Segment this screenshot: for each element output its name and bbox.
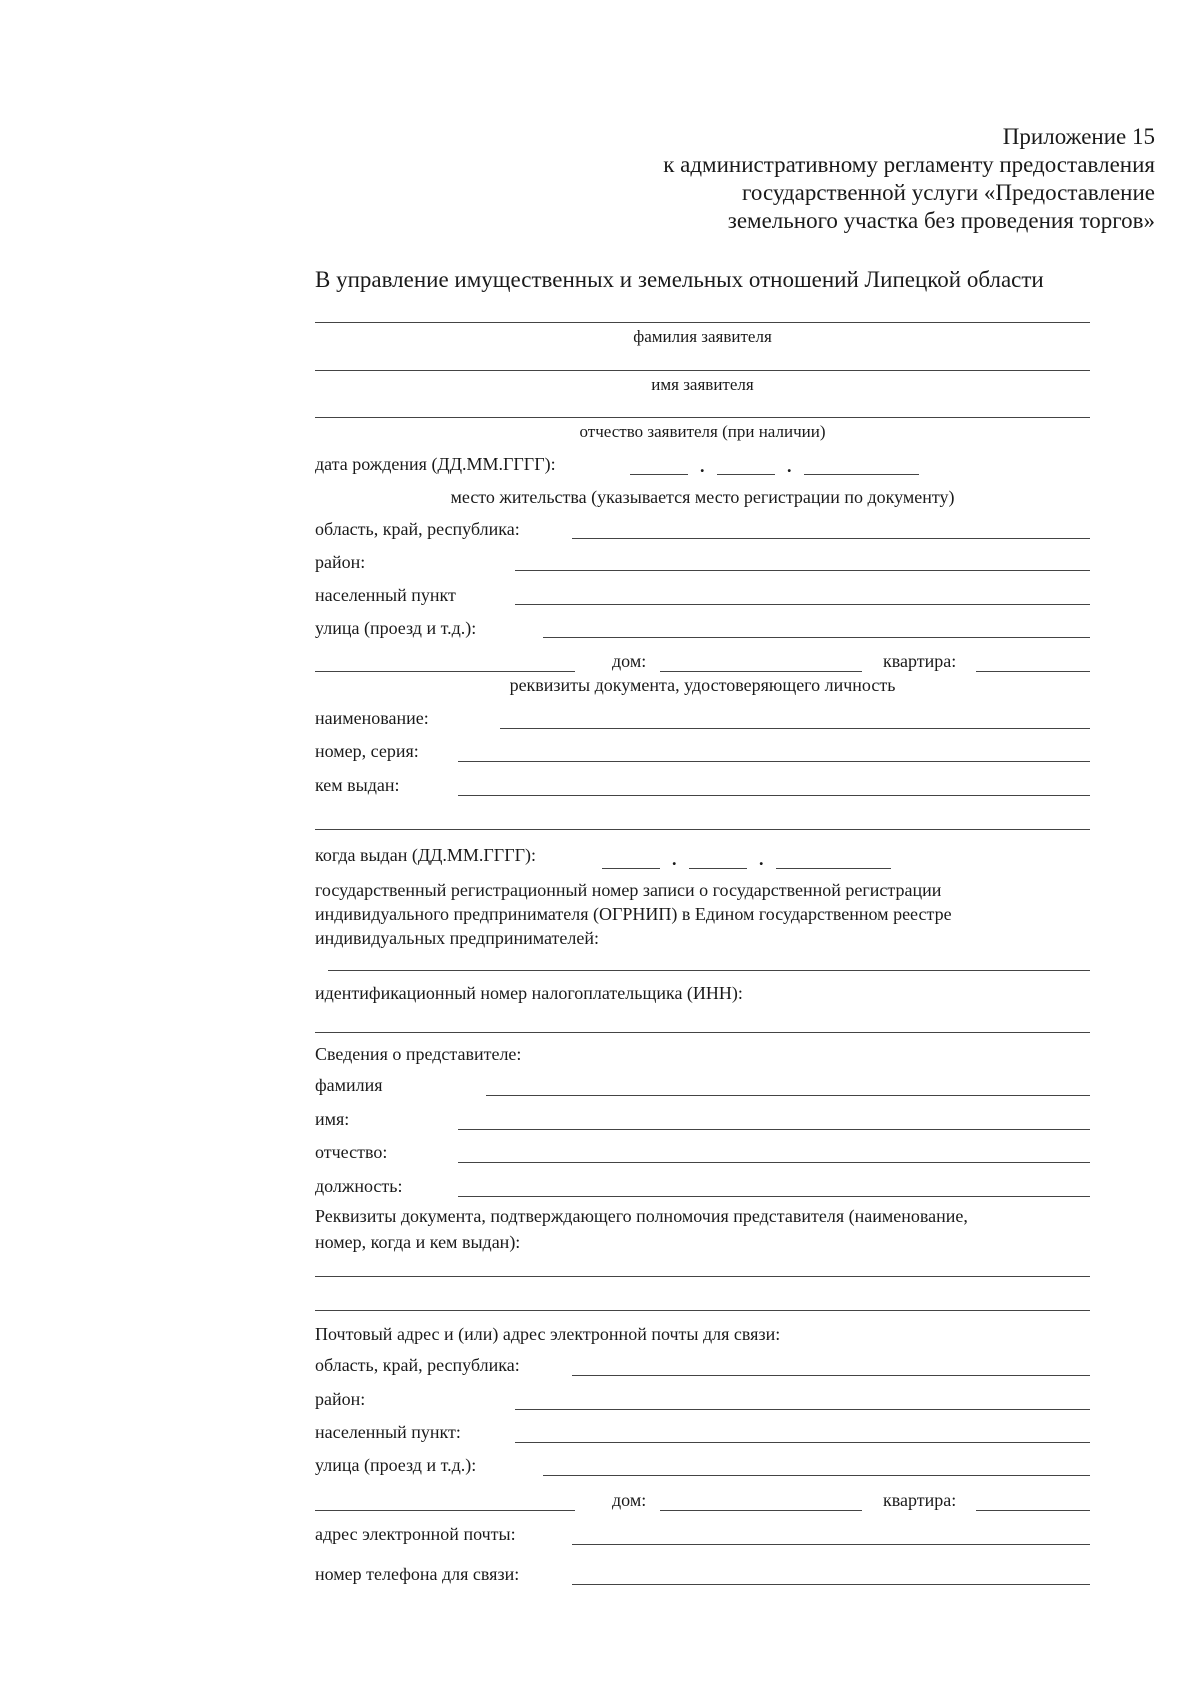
apartment-label: квартира: (883, 651, 957, 671)
postal-street-field[interactable] (543, 1475, 1090, 1476)
date-separator: . (700, 456, 705, 476)
district-label: район: (315, 552, 366, 572)
ogrnip-label-line-2: индивидуального предпринимателя (ОГРНИП) в Едином государственном реестре (315, 904, 952, 924)
birth-year-field[interactable] (804, 474, 919, 475)
appendix-number: Приложение 15 (1002, 124, 1155, 149)
postal-apartment-field[interactable] (976, 1510, 1090, 1511)
authority-doc-label-line-1: Реквизиты документа, подтверждающего полномочия представителя (наименование, (315, 1206, 968, 1226)
rep-patronymic-label: отчество: (315, 1142, 388, 1162)
rep-position-field[interactable] (458, 1196, 1090, 1197)
region-field[interactable] (572, 538, 1090, 539)
birth-month-field[interactable] (717, 474, 775, 475)
name-caption: имя заявителя (651, 375, 754, 394)
rep-surname-label: фамилия (315, 1075, 383, 1095)
appendix-subtitle-line-1: к административному регламенту предоставления (663, 152, 1155, 177)
rep-patronymic-field[interactable] (458, 1162, 1090, 1163)
name-field[interactable] (315, 370, 1090, 371)
postal-locality-field[interactable] (515, 1442, 1090, 1443)
issued-by-field[interactable] (458, 795, 1090, 796)
doc-name-field[interactable] (500, 728, 1090, 729)
street-field[interactable] (543, 637, 1090, 638)
phone-label: номер телефона для связи: (315, 1564, 520, 1584)
doc-number-label: номер, серия: (315, 741, 419, 761)
doc-name-label: наименование: (315, 708, 429, 728)
patronymic-field[interactable] (315, 417, 1090, 418)
appendix-subtitle-line-3: земельного участка без проведения торгов» (727, 208, 1155, 233)
rep-name-label: имя: (315, 1109, 350, 1129)
surname-caption: фамилия заявителя (633, 327, 772, 346)
postal-district-label: район: (315, 1389, 366, 1409)
postal-house-field[interactable] (660, 1510, 862, 1511)
issued-by-label: кем выдан: (315, 775, 400, 795)
ogrnip-label-line-3: индивидуальных предпринимателей: (315, 928, 600, 948)
postal-street-continuation-field[interactable] (315, 1510, 575, 1511)
birth-date-label: дата рождения (ДД.ММ.ГГГГ): (315, 454, 556, 474)
birth-day-field[interactable] (630, 474, 688, 475)
ogrnip-label-line-1: государственный регистрационный номер записи о государственной регистрации (315, 880, 942, 900)
date-separator: . (787, 456, 792, 476)
house-field[interactable] (660, 671, 862, 672)
locality-label: населенный пункт (315, 585, 456, 605)
issue-month-field[interactable] (689, 868, 747, 869)
postal-apartment-label: квартира: (883, 1490, 957, 1510)
id-document-caption: реквизиты документа, удостоверяющего личность (509, 675, 896, 695)
representative-title: Сведения о представителе: (315, 1044, 522, 1064)
inn-label: идентификационный номер налогоплательщика (ИНН): (315, 983, 743, 1003)
authority-doc-label-line-2: номер, когда и кем выдан): (315, 1232, 521, 1252)
postal-region-label: область, край, республика: (315, 1355, 520, 1375)
postal-district-field[interactable] (515, 1409, 1090, 1410)
house-label: дом: (612, 651, 647, 671)
ogrnip-field[interactable] (328, 970, 1090, 971)
postal-locality-label: населенный пункт: (315, 1422, 461, 1442)
rep-surname-field[interactable] (486, 1095, 1090, 1096)
patronymic-caption: отчество заявителя (при наличии) (579, 422, 826, 441)
issue-year-field[interactable] (776, 868, 891, 869)
issued-by-continuation-field[interactable] (315, 829, 1090, 830)
doc-number-field[interactable] (458, 761, 1090, 762)
appendix-subtitle-line-2: государственной услуги «Предоставление (742, 180, 1155, 205)
postal-house-label: дом: (612, 1490, 647, 1510)
inn-field[interactable] (315, 1032, 1090, 1033)
phone-field[interactable] (572, 1584, 1090, 1585)
rep-name-field[interactable] (458, 1129, 1090, 1130)
locality-field[interactable] (515, 604, 1090, 605)
email-field[interactable] (572, 1544, 1090, 1545)
authority-doc-continuation-field[interactable] (315, 1310, 1090, 1311)
district-field[interactable] (515, 570, 1090, 571)
postal-title: Почтовый адрес и (или) адрес электронной почты для связи: (315, 1324, 781, 1344)
apartment-field[interactable] (976, 671, 1090, 672)
email-label: адрес электронной почты: (315, 1524, 516, 1544)
postal-street-label: улица (проезд и т.д.): (315, 1455, 477, 1475)
date-separator: . (759, 849, 764, 869)
street-label: улица (проезд и т.д.): (315, 618, 477, 638)
issue-date-label: когда выдан (ДД.ММ.ГГГГ): (315, 845, 537, 865)
region-label: область, край, республика: (315, 519, 520, 539)
street-continuation-field[interactable] (315, 671, 575, 672)
authority-doc-field[interactable] (315, 1276, 1090, 1277)
residence-caption: место жительства (указывается место регистрации по документу) (450, 487, 955, 507)
postal-region-field[interactable] (572, 1375, 1090, 1376)
addressee: В управление имущественных и земельных отношений Липецкой области (315, 267, 1044, 292)
date-separator: . (672, 849, 677, 869)
issue-day-field[interactable] (602, 868, 660, 869)
rep-position-label: должность: (315, 1176, 403, 1196)
surname-field[interactable] (315, 322, 1090, 323)
